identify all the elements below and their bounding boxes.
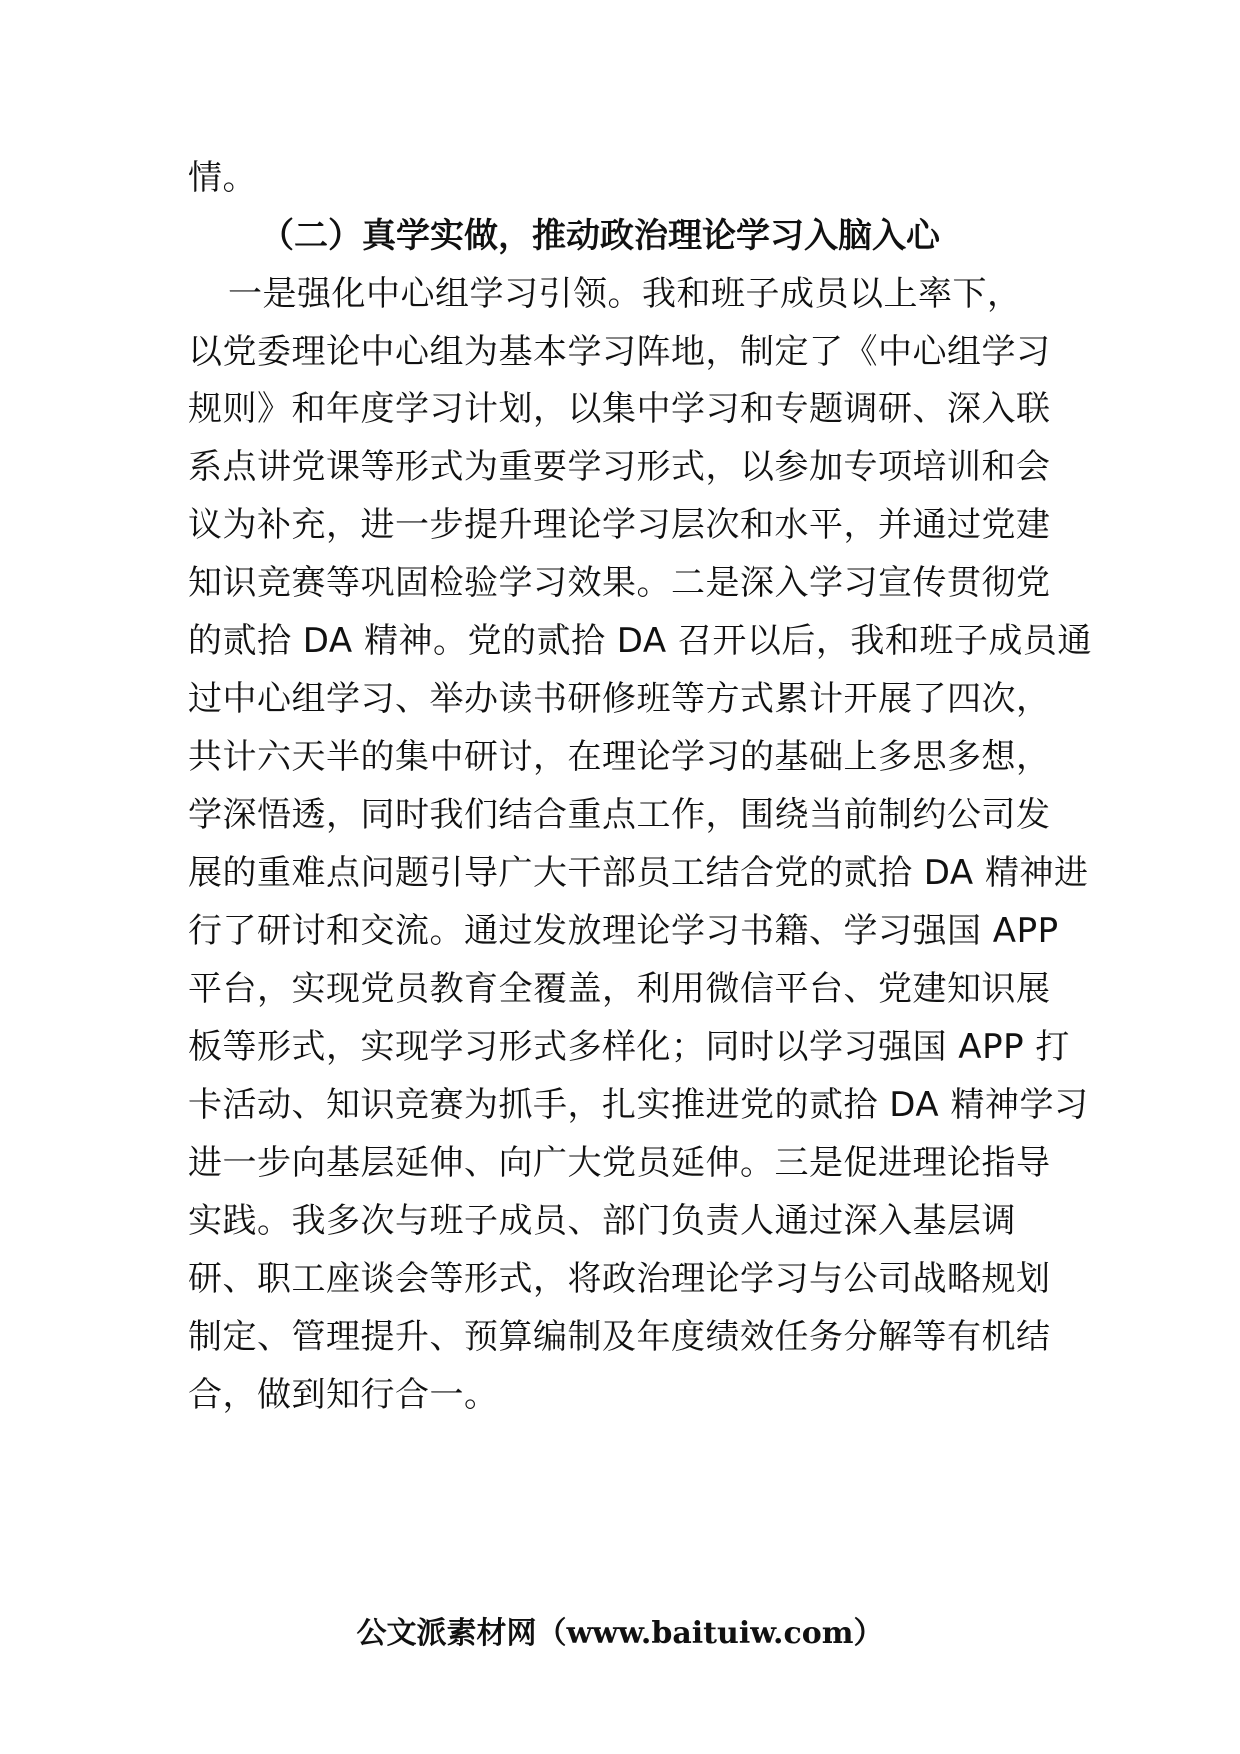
paragraph-line: 实践。我多次与班子成员、部门负责人通过深入基层调 (188, 1201, 1016, 1241)
footer-watermark: 公文派素材网（www.baituiw.com） (356, 1616, 884, 1651)
paragraph-line: 共计六天半的集中研讨，在理论学习的基础上多思多想， (188, 737, 1051, 777)
paragraph-line: 的贰拾 DA 精神。党的贰拾 DA 召开以后，我和班子成员通 (188, 621, 1092, 661)
paragraph-line: 研、职工座谈会等形式，将政治理论学习与公司战略规划 (188, 1259, 1051, 1299)
paragraph-line: 学深悟透，同时我们结合重点工作，围绕当前制约公司发 (188, 795, 1051, 835)
paragraph-line: 平台，实现党员教育全覆盖，利用微信平台、党建知识展 (188, 969, 1051, 1009)
paragraph-line: 进一步向基层延伸、向广大党员延伸。三是促进理论指导 (188, 1143, 1051, 1183)
paragraph-line: 制定、管理提升、预算编制及年度绩效任务分解等有机结 (188, 1317, 1051, 1357)
section-heading: （二）真学实做，推动政治理论学习入脑入心 (260, 216, 940, 256)
paragraph-line: 规则》和年度学习计划，以集中学习和专题调研、深入联 (188, 389, 1051, 429)
paragraph-line: 以党委理论中心组为基本学习阵地，制定了《中心组学习 (188, 332, 1051, 372)
paragraph-line: 议为补充，进一步提升理论学习层次和水平，并通过党建 (188, 505, 1051, 545)
paragraph-line: 行了研讨和交流。通过发放理论学习书籍、学习强国 APP (188, 911, 1059, 951)
paragraph-line: 知识竞赛等巩固检验学习效果。二是深入学习宣传贯彻党 (188, 563, 1051, 603)
paragraph-line-continuation: 情。 (188, 158, 257, 198)
paragraph-line: 系点讲党课等形式为重要学习形式，以参加专项培训和会 (188, 447, 1051, 487)
paragraph-line-last: 合，做到知行合一。 (188, 1375, 499, 1415)
paragraph-line: 板等形式，实现学习形式多样化；同时以学习强国 APP 打 (188, 1027, 1070, 1067)
paragraph-line: 展的重难点问题引导广大干部员工结合党的贰拾 DA 精神进 (188, 853, 1089, 893)
paragraph-line: 卡活动、知识竞赛为抓手，扎实推进党的贰拾 DA 精神学习 (188, 1085, 1089, 1125)
paragraph-line-first: 一是强化中心组学习引领。我和班子成员以上率下， (228, 274, 1022, 314)
paragraph-line: 过中心组学习、举办读书研修班等方式累计开展了四次， (188, 679, 1051, 719)
